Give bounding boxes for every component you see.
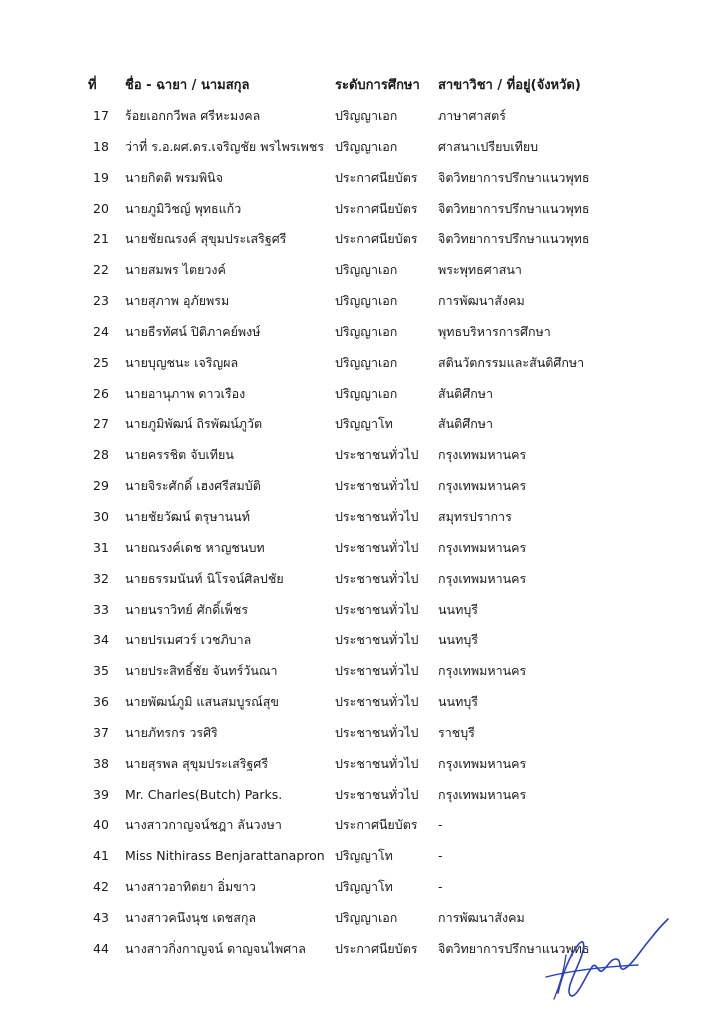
table-body	[0, 106, 726, 970]
row-name: นายภูมิวิชญ์ พุทธแก้ว	[125, 200, 242, 216]
row-name: ว่าที่ ร.อ.ผศ.ดร.เจริญชัย พรไพรเพชร	[125, 138, 325, 154]
row-field: จิตวิทยาการปรึกษาแนวพุทธ	[438, 231, 590, 247]
header-name: ชื่อ - ฉายา / นามสกุล	[125, 78, 250, 93]
row-level: ประกาศนียบัตร	[335, 817, 418, 833]
row-number: 25	[93, 354, 109, 370]
row-field: กรุงเทพมหานคร	[438, 663, 527, 679]
row-field: กรุงเทพมหานคร	[438, 478, 527, 494]
table-row	[0, 353, 726, 384]
row-number: 43	[93, 909, 109, 925]
row-field: สตินวัตกรรมและสันติศึกษา	[438, 354, 585, 370]
row-field: พุทธบริหารการศึกษา	[438, 323, 551, 339]
row-number: 18	[93, 138, 109, 154]
table-row	[0, 754, 726, 785]
row-level: ปริญญาโท	[335, 879, 393, 895]
row-field: กรุงเทพมหานคร	[438, 755, 527, 771]
table-row	[0, 630, 726, 661]
row-name: นายภูมิพัฒน์ ถิรพัฒน์ภูวัต	[125, 416, 263, 432]
row-name: นายนราวิทย์ ศักดิ์เพ็ชร	[125, 601, 249, 617]
row-level: ประชาชนทั่วไป	[335, 508, 419, 524]
row-level: ปริญญาเอก	[335, 262, 398, 278]
table-row	[0, 785, 726, 816]
signature-icon	[540, 915, 670, 1005]
row-field: การพัฒนาสังคม	[438, 293, 525, 309]
row-name: นายธีรทัศน์ ปิติภาคย์พงษ์	[125, 323, 261, 339]
row-field: นนทบุรี	[438, 632, 478, 648]
row-level: ประชาชนทั่วไป	[335, 786, 419, 802]
row-name: นายสมพร ไตยวงค์	[125, 262, 226, 278]
table-row	[0, 384, 726, 415]
table-row	[0, 199, 726, 230]
row-field: พระพุทธศาสนา	[438, 262, 522, 278]
row-level: ปริญญาเอก	[335, 138, 398, 154]
row-number: 31	[93, 539, 109, 555]
row-level: ประชาชนทั่วไป	[335, 447, 419, 463]
table-row	[0, 692, 726, 723]
table-row	[0, 260, 726, 291]
table-row	[0, 322, 726, 353]
row-field: จิตวิทยาการปรึกษาแนวพุทธ	[438, 200, 590, 216]
row-level: ประชาชนทั่วไป	[335, 539, 419, 555]
row-name: นายครรชิต จับเทียน	[125, 447, 234, 463]
row-field: จิตวิทยาการปรึกษาแนวพุทธ	[438, 940, 590, 956]
row-number: 33	[93, 601, 109, 617]
row-number: 40	[93, 817, 109, 833]
row-level: ประชาชนทั่วไป	[335, 601, 419, 617]
row-name: นายจิระศักดิ์ เฮงศรีสมบัติ	[125, 478, 261, 494]
table-row	[0, 168, 726, 199]
row-name: นายธรรมนันท์ นิโรจน์ศิลปชัย	[125, 570, 284, 586]
row-level: ประชาชนทั่วไป	[335, 663, 419, 679]
row-name: นางสาวคนึงนุช เดชสกุล	[125, 909, 257, 925]
row-field: สมุทรปราการ	[438, 508, 512, 524]
row-level: ปริญญาเอก	[335, 385, 398, 401]
row-number: 28	[93, 447, 109, 463]
row-field: สันติศึกษา	[438, 416, 494, 432]
row-name: นางสาวกาญจน์ชฎา ลันวงษา	[125, 817, 282, 833]
row-number: 44	[93, 940, 109, 956]
table-header	[0, 74, 726, 96]
row-number: 37	[93, 724, 109, 740]
table-row	[0, 661, 726, 692]
row-number: 17	[93, 108, 109, 123]
row-field: นนทบุรี	[438, 601, 478, 617]
row-name: นางสาวกิ่งกาญจน์ ดาญจนไพศาล	[125, 940, 306, 956]
row-level: ประกาศนียบัตร	[335, 169, 418, 185]
table-row	[0, 445, 726, 476]
row-level: ปริญญาโท	[335, 416, 393, 432]
row-name: นายพัฒน์ภูมิ แสนสมบูรณ์สุข	[125, 694, 279, 710]
row-level: ประกาศนียบัตร	[335, 200, 418, 216]
row-number: 23	[93, 293, 109, 309]
row-level: ประชาชนทั่วไป	[335, 694, 419, 710]
table-row	[0, 414, 726, 445]
row-name: นายประสิทธิ์ชัย จันทร์วันณา	[125, 663, 278, 679]
row-field: กรุงเทพมหานคร	[438, 539, 527, 555]
row-level: ปริญญาเอก	[335, 909, 398, 925]
row-number: 32	[93, 570, 109, 586]
row-level: ปริญญาโท	[335, 848, 393, 864]
row-level: ประกาศนียบัตร	[335, 231, 418, 247]
table-row	[0, 723, 726, 754]
table-row	[0, 291, 726, 322]
row-name: นายภัทรกร วรศิริ	[125, 724, 218, 740]
table-row	[0, 476, 726, 507]
row-name: นายปรเมศวร์ เวชภิบาล	[125, 632, 252, 648]
row-name: Mr. Charles(Butch) Parks.	[125, 786, 283, 802]
row-level: ประชาชนทั่วไป	[335, 570, 419, 586]
row-number: 36	[93, 694, 109, 710]
row-name: นางสาวอาทิตยา อิ่มขาว	[125, 879, 256, 895]
row-field: -	[438, 848, 443, 864]
row-name: นายสุรพล สุขุมประเสริฐศรี	[125, 755, 269, 771]
row-number: 26	[93, 385, 109, 401]
table-row	[0, 538, 726, 569]
row-field: -	[438, 817, 443, 833]
row-number: 30	[93, 508, 109, 524]
table-row	[0, 106, 726, 137]
table-row	[0, 600, 726, 631]
row-field: -	[438, 879, 443, 895]
row-level: ประชาชนทั่วไป	[335, 724, 419, 740]
row-field: กรุงเทพมหานคร	[438, 786, 527, 802]
row-number: 42	[93, 879, 109, 895]
row-number: 38	[93, 755, 109, 771]
row-field: ภาษาศาสตร์	[438, 108, 506, 123]
row-number: 29	[93, 478, 109, 494]
row-field: ราชบุรี	[438, 724, 475, 740]
row-name: นายณรงค์เดช หาญชนบท	[125, 539, 265, 555]
row-name: นายอานุภาพ ดาวเรือง	[125, 385, 246, 401]
row-level: ปริญญาเอก	[335, 293, 398, 309]
row-level: ประชาชนทั่วไป	[335, 632, 419, 648]
table-row	[0, 846, 726, 877]
row-level: ประชาชนทั่วไป	[335, 755, 419, 771]
row-field: กรุงเทพมหานคร	[438, 570, 527, 586]
row-number: 22	[93, 262, 109, 278]
header-field: สาขาวิชา / ที่อยู่(จังหวัด)	[438, 78, 581, 93]
table-row	[0, 229, 726, 260]
table-row	[0, 137, 726, 168]
table-row	[0, 877, 726, 908]
row-field: กรุงเทพมหานคร	[438, 447, 527, 463]
row-number: 20	[93, 200, 109, 216]
row-level: ปริญญาเอก	[335, 108, 398, 123]
row-number: 24	[93, 323, 109, 339]
row-number: 34	[93, 632, 109, 648]
row-number: 19	[93, 169, 109, 185]
row-level: ประกาศนียบัตร	[335, 940, 418, 956]
row-level: ปริญญาเอก	[335, 323, 398, 339]
row-field: ศาสนาเปรียบเทียบ	[438, 138, 539, 154]
row-name: นายบุญชนะ เจริญผล	[125, 354, 239, 370]
row-level: ปริญญาเอก	[335, 354, 398, 370]
row-field: นนทบุรี	[438, 694, 478, 710]
row-name: นายกิตติ พรมพินิจ	[125, 169, 223, 185]
row-name: Miss Nithirass Benjarattanapron	[125, 848, 325, 864]
header-no: ที่	[88, 78, 97, 93]
row-name: นายชัยณรงค์ สุขุมประเสริฐศรี	[125, 231, 287, 247]
table-row	[0, 569, 726, 600]
header-level: ระดับการศึกษา	[335, 78, 420, 93]
row-number: 27	[93, 416, 109, 432]
row-number: 35	[93, 663, 109, 679]
row-field: การพัฒนาสังคม	[438, 909, 525, 925]
row-field: สันติศึกษา	[438, 385, 494, 401]
row-number: 41	[93, 848, 109, 864]
table-row	[0, 815, 726, 846]
row-name: นายสุภาพ อุภัยพรม	[125, 293, 230, 309]
row-number: 39	[93, 786, 109, 802]
row-name: ร้อยเอกกวีพล ศรีหะมงคล	[125, 108, 261, 123]
row-level: ประชาชนทั่วไป	[335, 478, 419, 494]
table-row	[0, 507, 726, 538]
row-name: นายชัยวัฒน์ ตรุษานนท์	[125, 508, 250, 524]
row-number: 21	[93, 231, 109, 247]
row-field: จิตวิทยาการปรึกษาแนวพุทธ	[438, 169, 590, 185]
